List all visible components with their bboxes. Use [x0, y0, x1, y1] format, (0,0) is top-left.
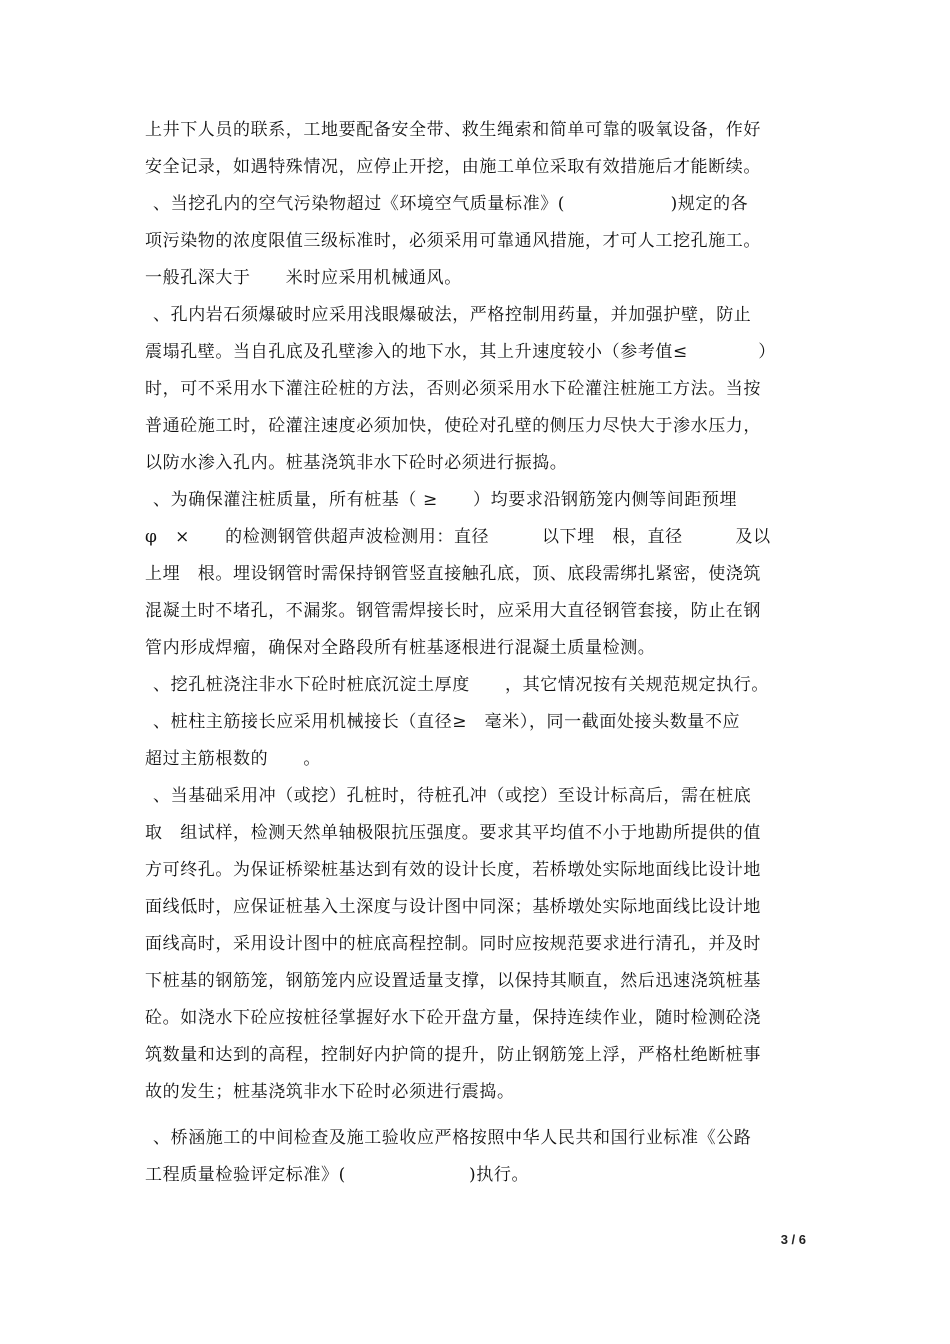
text-line: 普通砼施工时，砼灌注速度必须加快，使砼对孔壁的侧压力尽快大于渗水压力，	[145, 416, 761, 436]
text-line: 时，可不采用水下灌注砼桩的方法，否则必须采用水下砼灌注桩施工方法。当按	[145, 379, 761, 399]
page-number: 3 / 6	[780, 1232, 806, 1247]
text-line: 故的发生；桩基浇筑非水下砼时必须进行震捣。	[145, 1082, 515, 1102]
text-line: 上埋 根。埋设钢管时需保持钢管竖直接触孔底，顶、底段需绑扎紧密，使浇筑	[145, 564, 761, 584]
text-line: 、挖孔桩浇注非水下砼时桩底沉淀土厚度 ，其它情况按有关规范规定执行。	[153, 675, 769, 695]
text-line: 震塌孔壁。当自孔底及孔壁渗入的地下水，其上升速度较小（参考值≤ ）	[145, 342, 776, 362]
text-line: 超过主筋根数的 。	[145, 749, 321, 769]
text-line: 、孔内岩石须爆破时应采用浅眼爆破法，严格控制用药量，并加强护壁，防止	[153, 305, 752, 325]
text-line: φ × 的检测钢管供超声波检测用：直径 以下埋 根，直径 及以	[145, 527, 771, 547]
text-line: 面线低时，应保证桩基入土深度与设计图中同深；基桥墩处实际地面线比设计地	[145, 897, 761, 917]
text-line: 下桩基的钢筋笼，钢筋笼内应设置适量支撑，以保持其顺直，然后迅速浇筑桩基	[145, 971, 761, 991]
text-line: 取 组试样，检测天然单轴极限抗压强度。要求其平均值不小于地勘所提供的值	[145, 823, 761, 843]
text-line: 安全记录，如遇特殊情况，应停止开挖，由施工单位采取有效措施后才能断续。	[145, 157, 761, 177]
text-line: 筑数量和达到的高程，控制好内护筒的提升，防止钢筋笼上浮，严格杜绝断桩事	[145, 1045, 761, 1065]
text-line: 、为确保灌注桩质量，所有桩基（ ≥ ）均要求沿钢筋笼内侧等间距预埋	[153, 490, 738, 510]
text-line: 一般孔深大于 米时应采用机械通风。	[145, 268, 462, 288]
text-line: 上井下人员的联系，工地要配备安全带、救生绳索和简单可靠的吸氧设备，作好	[145, 120, 761, 140]
text-line: 、当挖孔内的空气污染物超过《环境空气质量标准》( )规定的各	[153, 194, 749, 214]
text-line: 项污染物的浓度限值三级标准时，必须采用可靠通风措施，才可人工挖孔施工。	[145, 231, 761, 251]
text-line: 混凝土时不堵孔，不漏浆。钢管需焊接长时，应采用大直径钢管套接，防止在钢	[145, 601, 761, 621]
text-line: 砼。如浇水下砼应按桩径掌握好水下砼开盘方量，保持连续作业，随时检测砼浇	[145, 1008, 761, 1028]
text-line: 、当基础采用冲（或挖）孔桩时，待桩孔冲（或挖）至设计标高后，需在桩底	[153, 786, 752, 806]
text-line: 工程质量检验评定标准》( )执行。	[145, 1165, 530, 1185]
text-line: 、桥涵施工的中间检查及施工验收应严格按照中华人民共和国行业标准《公路	[153, 1128, 752, 1148]
text-line: 以防水渗入孔内。桩基浇筑非水下砼时必须进行振捣。	[145, 453, 568, 473]
text-line: 、桩柱主筋接长应采用机械接长（直径≥ 毫米），同一截面处接头数量不应	[153, 712, 741, 732]
text-line: 方可终孔。为保证桥梁桩基达到有效的设计长度，若桥墩处实际地面线比设计地	[145, 860, 761, 880]
text-line: 管内形成焊瘤，确保对全路段所有桩基逐根进行混凝土质量检测。	[145, 638, 656, 658]
text-line: 面线高时，采用设计图中的桩底高程控制。同时应按规范要求进行清孔，并及时	[145, 934, 761, 954]
